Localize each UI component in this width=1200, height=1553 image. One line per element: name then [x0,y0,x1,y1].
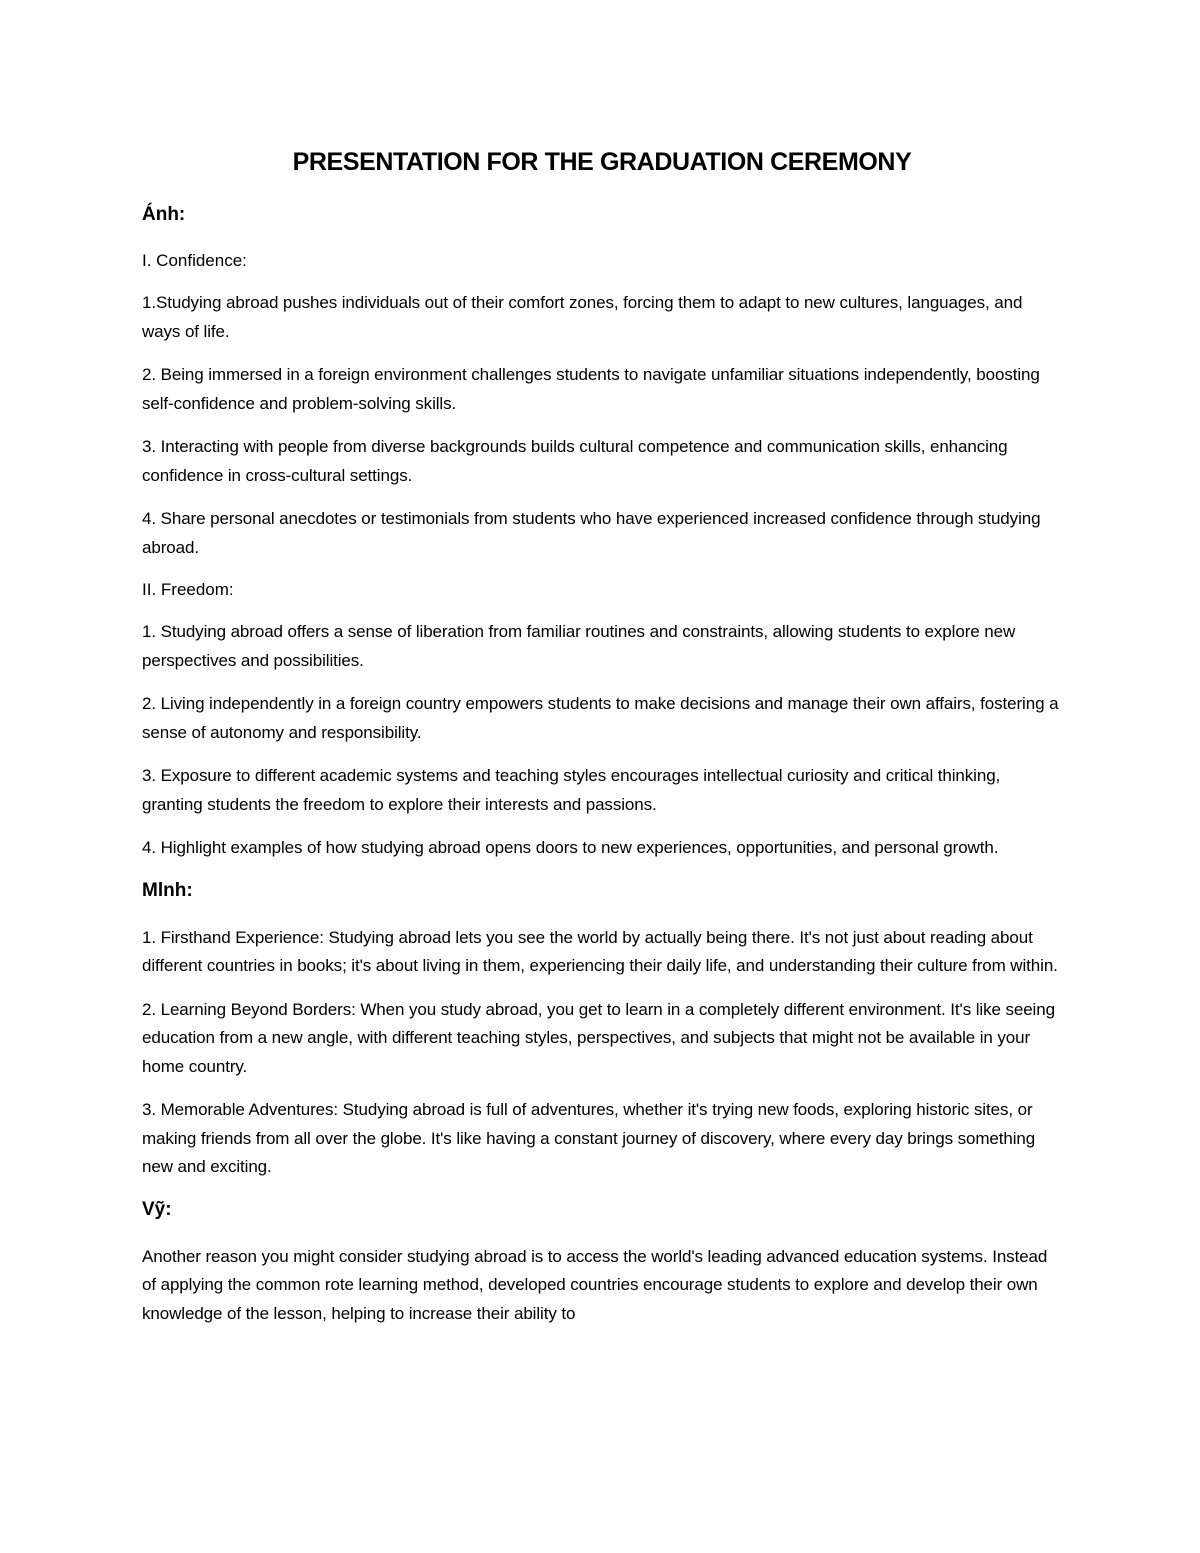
list-item: 2. Learning Beyond Borders: When you study abroad, you get to learn in a completely different environment. It's like seeing education from a new angle, with different teaching styles, perspectives, and subjects that might not be available in your home country. [142,999,1055,1076]
list-item: 1.Studying abroad pushes individuals out of their comfort zones, forcing them to adapt to new cultures, languages, and ways of life. [142,293,1023,341]
document-body [142,146,1062,1343]
speaker-name: Ánh: [142,204,186,225]
list-item: 2. Living independently in a foreign country empowers students to make decisions and manage their own affairs, fostering a sense of autonomy and responsibility. [142,694,1059,742]
body-paragraph: Another reason you might consider studying abroad is to access the world's leading advanced education systems. Instead of applying the common rote learning method, developed countries encourage students to explore and develop their own knowledge of the lesson, helping to increase their ability to [142,1246,1048,1323]
speaker-block-vy [142,1197,1062,1329]
list-item: 4. Share personal anecdotes or testimonials from students who have experienced increased confidence through studying abroad. [142,509,1041,557]
document-title: PRESENTATION FOR THE GRADUATION CEREMONY [292,148,912,176]
list-item: 3. Exposure to different academic systems and teaching styles encourages intellectual curiosity and critical thinking, granting students the freedom to explore their interests and passions. [142,766,1001,814]
speaker-block-minh [142,878,1062,1182]
section-heading-confidence: I. Confidence: [142,251,247,270]
list-item: 1. Studying abroad offers a sense of liberation from familiar routines and constraints, allowing students to explore new perspectives and possibilities. [142,622,1016,670]
speaker-name: Mlnh: [142,879,193,901]
section-heading-freedom: II. Freedom: [142,580,234,599]
list-item: 4. Highlight examples of how studying abroad opens doors to new experiences, opportunities, and personal growth. [142,838,999,857]
list-item: 3. Interacting with people from diverse backgrounds builds cultural competence and communication skills, enhancing confidence in cross-cultural settings. [142,437,1008,485]
list-item: 2. Being immersed in a foreign environment challenges students to navigate unfamiliar situations independently, boosting self-confidence and problem-solving skills. [142,365,1040,413]
list-item: 1. Firsthand Experience: Studying abroad lets you see the world by actually being there. It's not just about reading about different countries in books; it's about living in them, experiencing their daily life, and understanding their culture from within. [142,927,1058,975]
list-item: 3. Memorable Adventures: Studying abroad is full of adventures, whether it's trying new foods, exploring historic sites, or making friends from all over the globe. It's like having a constant journey of discovery, where every day brings something new and exciting. [142,1100,1036,1176]
speaker-block-anh [142,202,1062,863]
speaker-name: Vỹ: [142,1198,172,1220]
